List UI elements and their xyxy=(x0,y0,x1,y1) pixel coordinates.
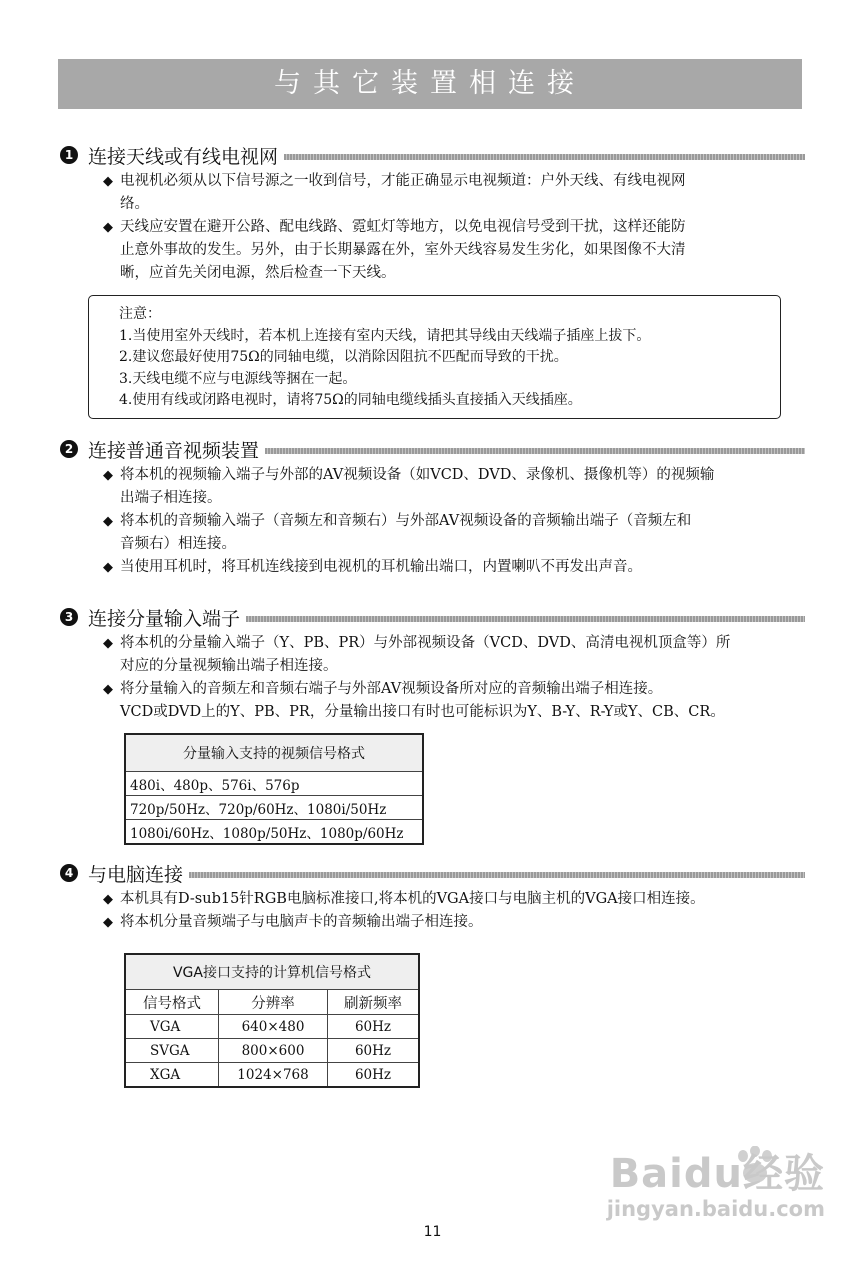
table-row: VGA 640×480 60Hz xyxy=(125,1015,419,1039)
list-item: ◆ 将本机的音频输入端子（音频左和音频右）与外部AV视频设备的音频输出端子（音频左和 xyxy=(60,510,805,533)
section-rule xyxy=(189,872,805,878)
section-title: 连接分量输入端子 xyxy=(88,607,241,630)
section-component xyxy=(60,604,805,724)
section-number-badge: 1 xyxy=(60,146,78,164)
list-item: ◆ 电视机必须从以下信号源之一收到信号，才能正确显示电视频道：户外天线、有线电视网 xyxy=(60,170,805,193)
watermark-url: jingyan.baidu.com xyxy=(606,1197,825,1221)
section-rule xyxy=(246,616,805,622)
diamond-bullet-icon: ◆ xyxy=(103,915,113,930)
component-format-table xyxy=(124,733,424,845)
section-pc xyxy=(60,860,805,934)
diamond-bullet-icon: ◆ xyxy=(103,468,113,483)
vga-format-table xyxy=(124,953,420,1088)
note-item: 1.当使用室外天线时，若本机上连接有室内天线，请把其导线由天线端子插座上拔下。 xyxy=(119,327,651,344)
table-row: 720p/50Hz、720p/60Hz、1080i/50Hz xyxy=(125,796,423,820)
section-title: 连接天线或有线电视网 xyxy=(88,145,279,168)
watermark xyxy=(607,1152,825,1222)
note-item: 3.天线电缆不应与电源线等捆在一起。 xyxy=(119,370,357,387)
list-item: 音频右）相连接。 xyxy=(120,536,236,552)
section-av xyxy=(60,436,805,579)
list-item: ◆ 当使用耳机时，将耳机连线接到电视机的耳机输出端口，内置喇叭不再发出声音。 xyxy=(60,556,805,579)
list-item: ◆ 天线应安置在避开公路、配电线路、霓虹灯等地方，以免电视信号受到干扰，这样还能防 xyxy=(60,216,805,239)
list-item: ◆ 将本机的视频输入端子与外部的AV视频设备（如VCD、DVD、录像机、摄像机等）的视频输 xyxy=(60,464,805,487)
diamond-bullet-icon: ◆ xyxy=(103,514,113,529)
bullet-list xyxy=(60,632,805,724)
table-caption: 分量输入支持的视频信号格式 xyxy=(125,734,423,772)
note-item: 2.建议您最好使用75Ω的同轴电缆，以消除因阻抗不匹配而导致的干扰。 xyxy=(119,349,568,365)
table-row: XGA 1024×768 60Hz xyxy=(125,1063,419,1088)
column-header-refresh: 刷新频率 xyxy=(328,990,419,1015)
diamond-bullet-icon: ◆ xyxy=(103,220,113,235)
watermark-logo: Baidu经验 xyxy=(609,1151,825,1197)
list-item: ◆ 将本机分量音频端子与电脑声卡的音频输出端子相连接。 xyxy=(60,911,805,934)
table-caption: VGA接口支持的计算机信号格式 xyxy=(125,954,419,990)
column-header-format: 信号格式 xyxy=(125,990,219,1015)
section-number-badge: 3 xyxy=(60,608,78,626)
list-item: 出端子相连接。 xyxy=(120,490,222,506)
section-header xyxy=(60,604,805,630)
bullet-list xyxy=(60,170,805,285)
list-item: 晰，应首先关闭电源，然后检查一下天线。 xyxy=(120,265,396,281)
table-row: 1080i/60Hz、1080p/50Hz、1080p/60Hz xyxy=(125,820,423,845)
section-title: 连接普通音视频装置 xyxy=(88,439,260,462)
section-rule xyxy=(284,154,805,160)
diamond-bullet-icon: ◆ xyxy=(103,682,113,697)
list-item: ◆ 本机具有D-sub15针RGB电脑标准接口,将本机的VGA接口与电脑主机的VGA接口相连接。 xyxy=(60,888,805,911)
bullet-list xyxy=(60,888,805,934)
diamond-bullet-icon: ◆ xyxy=(103,892,113,907)
list-item: VCD或DVD上的Y、PB、PR，分量输出接口有时也可能标识为Y、B-Y、R-Y或Y、CB、CR。 xyxy=(120,704,725,720)
section-header xyxy=(60,142,805,168)
list-item: 止意外事故的发生。另外，由于长期暴露在外，室外天线容易发生劣化，如果图像不大清 xyxy=(120,242,686,258)
diamond-bullet-icon: ◆ xyxy=(103,560,113,575)
section-header xyxy=(60,436,805,462)
page-number: 11 xyxy=(423,1224,442,1240)
diamond-bullet-icon: ◆ xyxy=(103,174,113,189)
bullet-list xyxy=(60,464,805,579)
note-item: 4.使用有线或闭路电视时，请将75Ω的同轴电缆线插头直接插入天线插座。 xyxy=(119,392,582,408)
section-number-badge: 2 xyxy=(60,440,78,458)
diamond-bullet-icon: ◆ xyxy=(103,636,113,651)
list-item: ◆ 将分量输入的音频左和音频右端子与外部AV视频设备所对应的音频输出端子相连接。 xyxy=(60,678,805,701)
list-item: 对应的分量视频输出端子相连接。 xyxy=(120,658,338,674)
note-heading: 注意： xyxy=(119,306,161,322)
section-header xyxy=(60,860,805,886)
section-title: 与电脑连接 xyxy=(88,863,184,886)
section-antenna xyxy=(60,142,805,285)
table-row: SVGA 800×600 60Hz xyxy=(125,1039,419,1063)
note-box xyxy=(88,295,781,419)
column-header-resolution: 分辨率 xyxy=(219,990,328,1015)
section-number-badge: 4 xyxy=(60,864,78,882)
section-rule xyxy=(265,448,805,454)
list-item: 络。 xyxy=(120,196,149,212)
table-row: 480i、480p、576i、576p xyxy=(125,772,423,796)
page-title: 与其它装置相连接 xyxy=(58,59,802,109)
list-item: ◆ 将本机的分量输入端子（Y、PB、PR）与外部视频设备（VCD、DVD、高清电视机顶盒等）所 xyxy=(60,632,805,655)
